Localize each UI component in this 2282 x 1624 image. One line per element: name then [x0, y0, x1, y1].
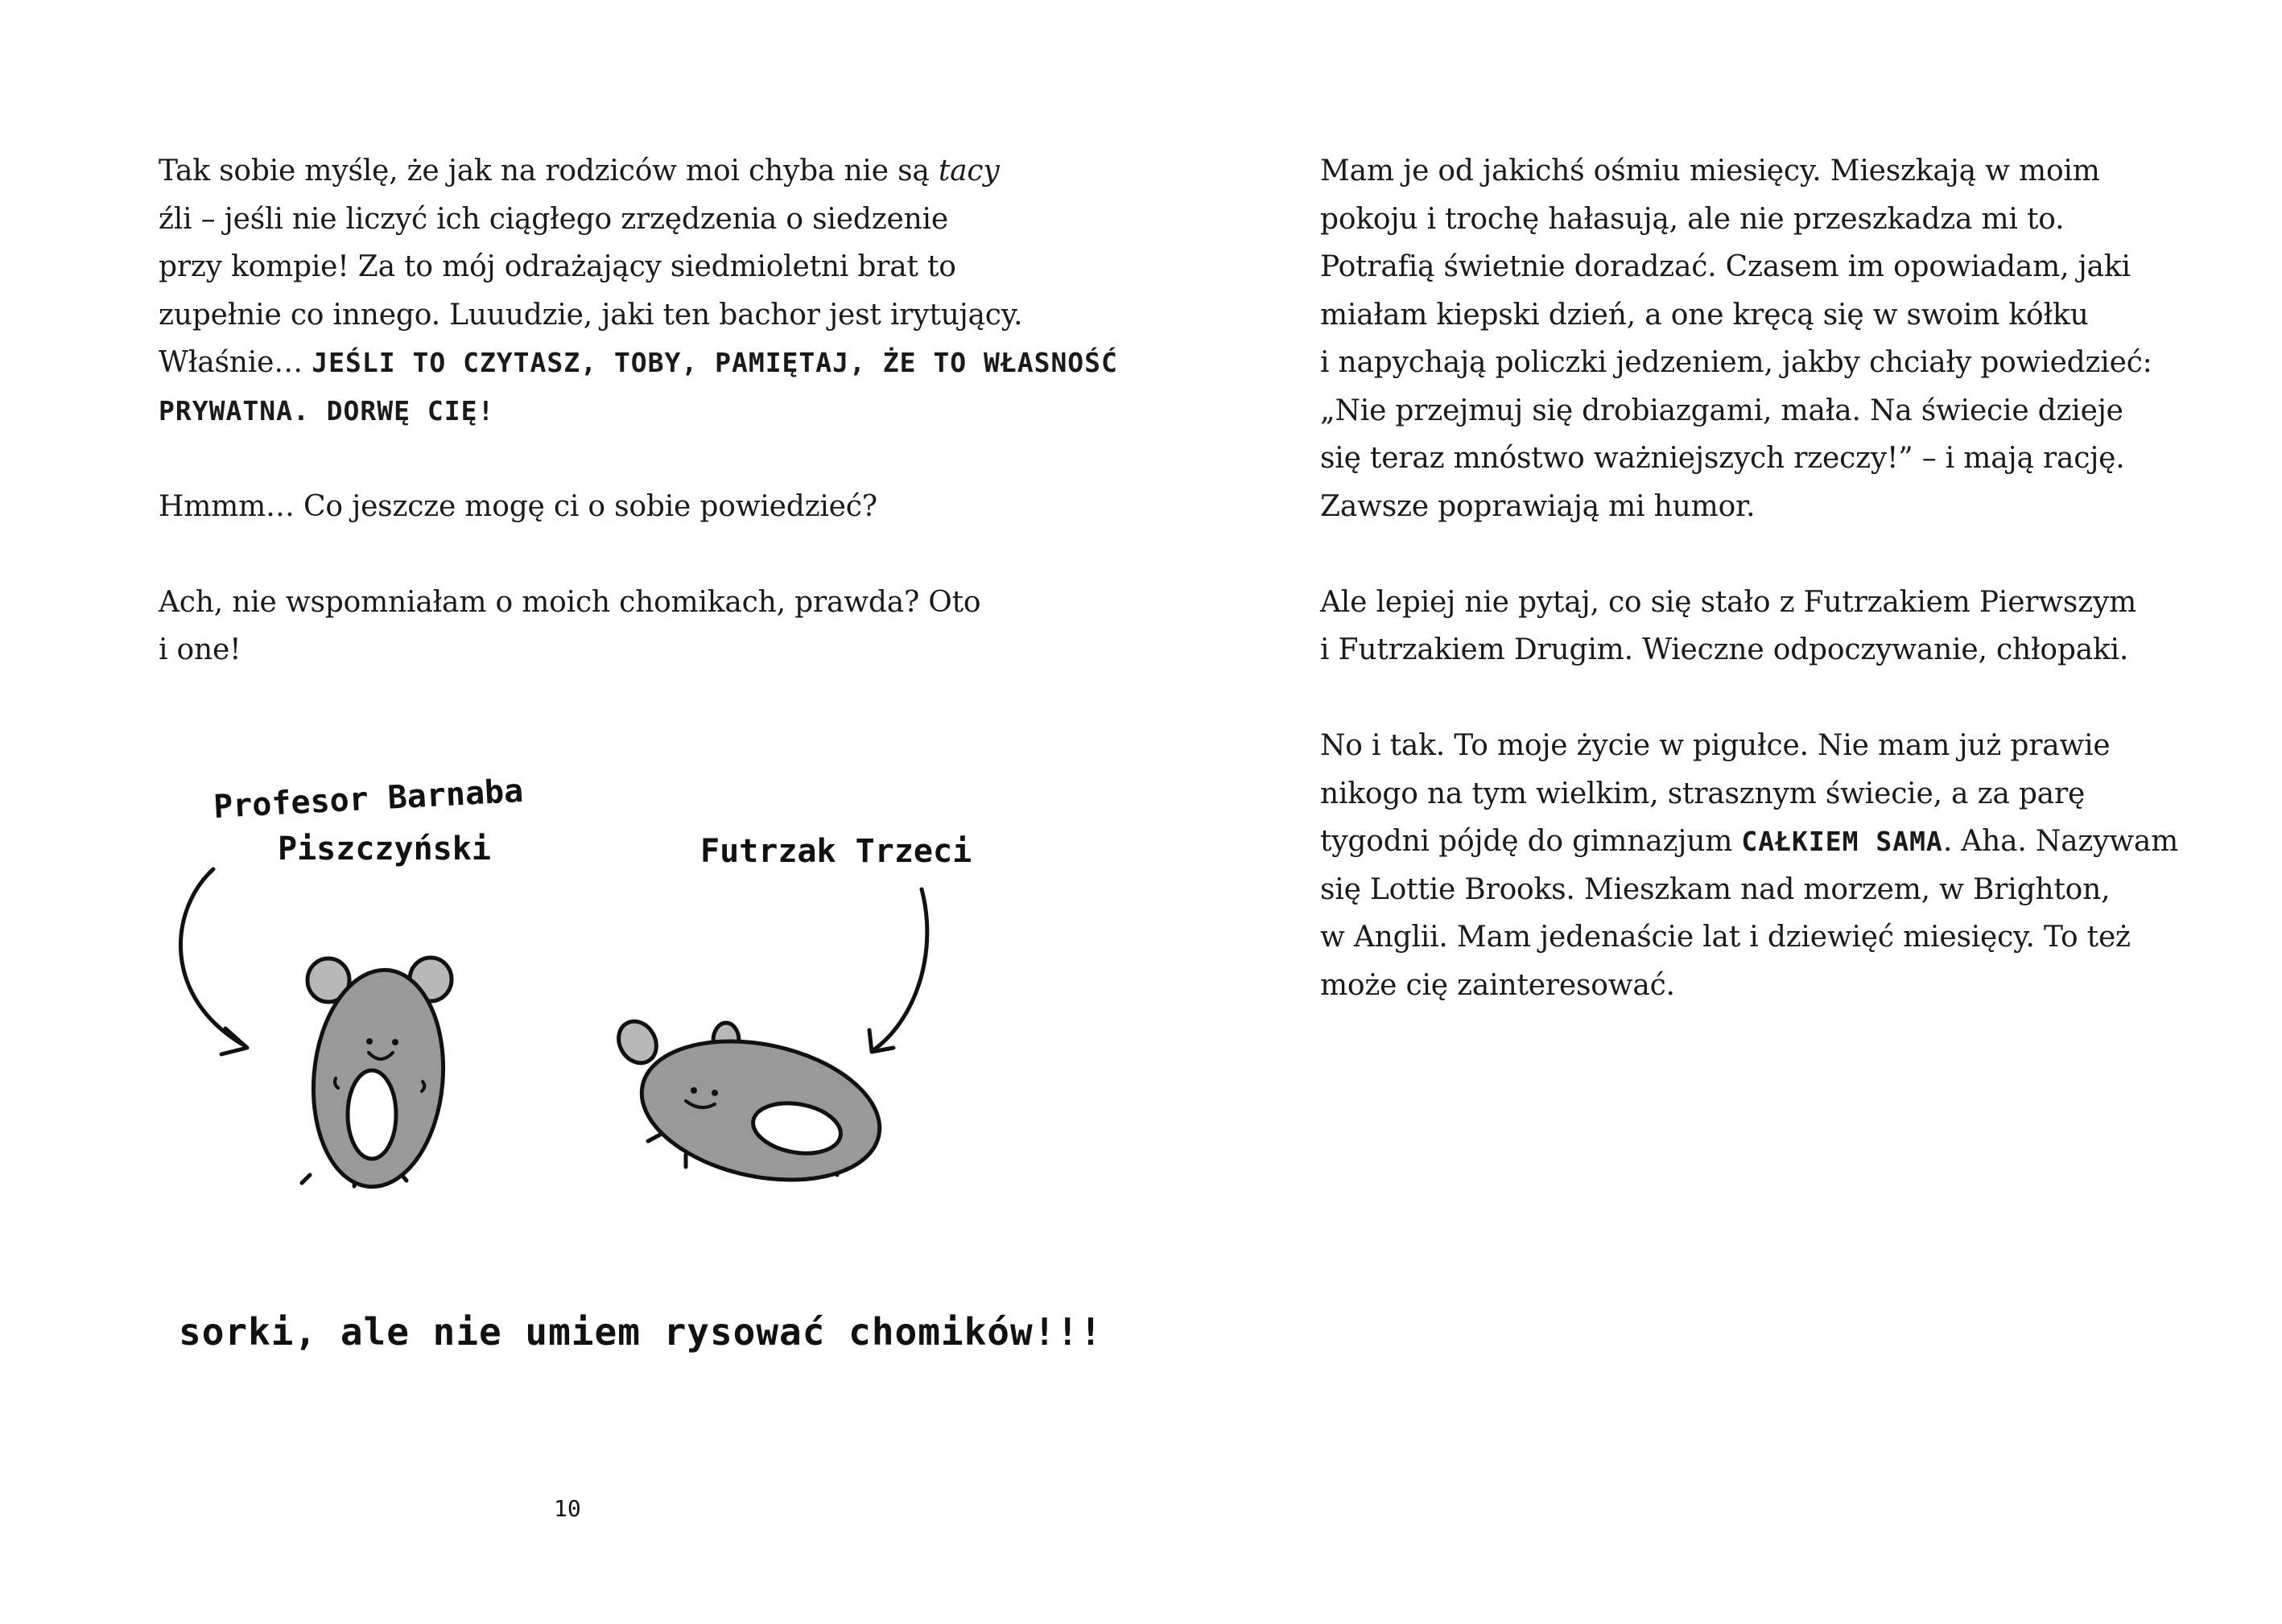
text-line: w Anglii. Mam jedenaście lat i dziewięć miesięcy. To też — [1320, 921, 2131, 954]
hamster-left-label: Profesor Barnaba — [213, 772, 525, 826]
text-line: Tak sobie myślę, że jak na rodziców moi chyba nie są tacy — [159, 155, 1000, 188]
hamster-right-icon — [611, 1015, 892, 1201]
paragraph — [1320, 147, 2173, 530]
right-text-column — [1320, 147, 2179, 1009]
text-line: Ach, nie wspomniałam o moich chomikach, prawda? Oto — [159, 585, 981, 619]
text-line: zupełnie co innego. Luuudzie, jaki ten bachor jest irytujący. — [159, 298, 1023, 332]
text-line: nikogo na tym wielkim, strasznym świecie, a za parę — [1320, 777, 2086, 810]
text-line: tygodni pójdę do gimnazjum CAŁKIEM SAMA. Aha. Nazywam — [1320, 825, 2179, 858]
handwritten-emphasis: CAŁKIEM SAMA — [1741, 826, 1943, 857]
paragraph — [1320, 722, 2179, 1009]
text-line: przy kompie! Za to mój odrażający siedmioletni brat to — [159, 250, 956, 283]
paragraph — [159, 483, 980, 531]
text-line: może cię zainteresować. — [1320, 968, 1675, 1002]
right-page — [1141, 0, 2282, 1624]
hamster-left-icon — [302, 958, 452, 1192]
illustration-caption: sorki, ale nie umiem rysować chomików!!! — [179, 1310, 1103, 1354]
text-line: Właśnie… JEŚLI TO CZYTASZ, TOBY, PAMIĘTAJ, ŻE TO WŁASNOŚĆ — [159, 346, 1118, 379]
page-number: 10 — [554, 1495, 581, 1522]
text-line: się Lottie Brooks. Mieszkam nad morzem, w Brighton, — [1320, 872, 2111, 906]
text-line: się teraz mnóstwo ważniejszych rzeczy!” – i mają rację. — [1320, 442, 2125, 475]
hamsters-drawing — [145, 756, 998, 1255]
text-line: No i tak. To moje życie w pigułce. Nie mam już prawie — [1320, 729, 2111, 762]
text-line: Hmmm… Co jeszcze mogę ci o sobie powiedzieć? — [159, 489, 877, 523]
hamster-left-label-line2: Piszczyński — [278, 831, 491, 868]
text-line: Zawsze poprawiają mi humor. — [1320, 489, 1756, 523]
paragraph — [159, 147, 1118, 435]
text-line: źli – jeśli nie liczyć ich ciągłego zrzędzenia o siedzenie — [159, 202, 948, 236]
text-line: i napychają policzki jedzeniem, jakby chciały powiedzieć: — [1320, 346, 2152, 379]
paragraph — [1320, 579, 2173, 674]
text-line: Ale lepiej nie pytaj, co się stało z Futrzakiem Pierwszym — [1320, 585, 2137, 619]
text-line: i Futrzakiem Drugim. Wieczne odpoczywanie, chłopaki. — [1320, 633, 2129, 666]
left-text-column — [159, 147, 1118, 674]
handwritten-warning: JEŚLI TO CZYTASZ, TOBY, PAMIĘTAJ, ŻE TO WŁASNOŚĆ — [312, 347, 1118, 378]
handwritten-warning: PRYWATNA. DORWĘ CIĘ! — [159, 394, 495, 427]
text-line: Potrafią świetnie doradzać. Czasem im opowiadam, jaki — [1320, 250, 2131, 283]
text-line: pokoju i trochę hałasują, ale nie przeszkadza mi to. — [1320, 202, 2065, 236]
arrow-right-icon — [873, 889, 927, 1050]
emphasis: tacy — [938, 155, 1000, 188]
arrow-left-icon — [180, 869, 246, 1046]
paragraph — [159, 579, 980, 674]
text-line: Mam je od jakichś ośmiu miesięcy. Mieszkają w moim — [1320, 155, 2100, 188]
text-line: „Nie przejmuj się drobiazgami, mała. Na świecie dzieje — [1320, 394, 2123, 427]
text-line: miałam kiepski dzień, a one kręcą się w swoim kółku — [1320, 298, 2089, 332]
hamster-right-label: Futrzak Trzeci — [700, 833, 972, 870]
hamsters-illustration — [145, 756, 998, 1255]
text-line: i one! — [159, 633, 241, 666]
